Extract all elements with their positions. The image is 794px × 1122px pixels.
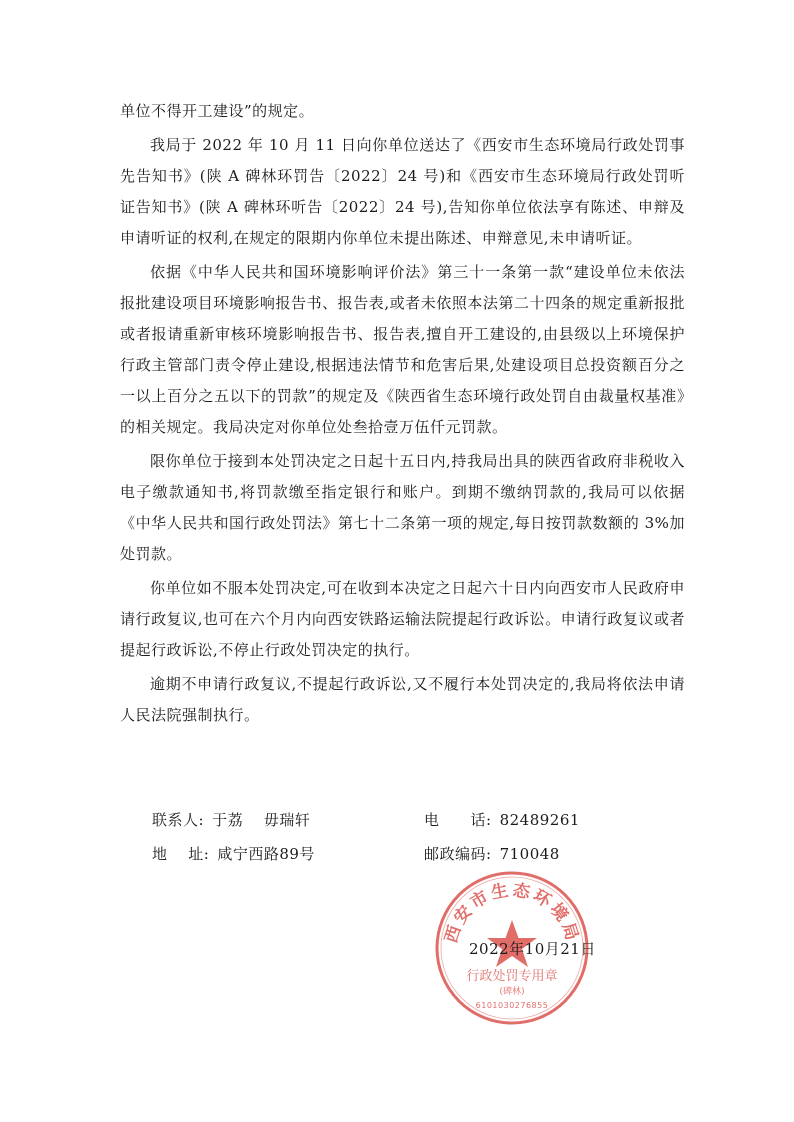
contact-row-address-postcode [152,837,612,871]
seal-middle-text: 行政处罚专用章 [466,969,558,984]
seal-code-text: 6101030276855 [475,1001,549,1010]
paragraph-enforcement: 逾期不申请行政复议,不提起行政诉讼,又不履行本处罚决定的,我局将依法申请人民法院强制执行。 [120,675,685,724]
contact-info [152,803,612,871]
paragraph-payment-deadline: 限你单位于接到本处罚决定之日起十五日内,持我局出具的陕西省政府非税收入电子缴款通知书,将罚款缴至指定银行和账户。到期不缴纳罚款的,我局可以依据《中华人民共和国行政处罚法》第七十二条第一项的规定,每日按罚款数额的 3%加处罚款。 [120,452,685,563]
paragraph-continuation: 单位不得开工建设”的规定。 [120,102,315,120]
contact-postcode [424,837,560,871]
contact-person-value: 于荔 毋瑞轩 [212,811,311,829]
contact-row-person-phone [152,803,612,837]
paragraph-notice-delivery: 我局于 2022 年 10 月 11 日向你单位送达了《西安市生态环境局行政处罚事先告知书》(陕 A 碑林环罚告〔2022〕24 号)和《西安市生态环境局行政处罚听证告知书》(陕 A 碑林环听告〔2022〕24 号),告知你单位依法享有陈述、申辩及申请听证的权利,在规定的限期内你单位未提出陈述、申辩意见,未申请听证。 [120,136,685,247]
contact-person-label: 联系人: [152,811,205,829]
contact-postcode-label: 邮政编码: [424,845,492,863]
contact-postcode-value: 710048 [499,845,560,863]
contact-address-value: 咸宁西路89号 [217,845,315,863]
contact-person [152,803,310,837]
seal-top-text: 西安市生态环境局 [441,880,583,946]
contact-phone-label: 电 话: [424,811,492,829]
seal-sub-text: (碑林) [499,987,525,997]
contact-address [152,837,315,871]
document-body [120,96,685,731]
paragraph-appeal-rights: 你单位如不服本处罚决定,可在收到本决定之日起六十日内向西安市人民政府申请行政复议,也可在六个月内向西安铁路运输法院提起行政诉讼。申请行政复议或者提起行政诉讼,不停止行政处罚决定的执行。 [120,579,685,659]
contact-address-label: 地 址: [152,845,210,863]
contact-phone [424,803,580,837]
contact-phone-value: 82489261 [499,811,580,829]
document-date: 2022年10月21日 [469,940,596,958]
paragraph-legal-basis: 依据《中华人民共和国环境影响评价法》第三十一条第一款“建设单位未依法报批建设项目环境影响报告书、报告表,或者未依照本法第二十四条的规定重新报批或者报请重新审核环境影响报告书、报告表,擅自开工建设的,由县级以上环境保护行政主管部门责令停止建设,根据违法情节和危害后果,处建设项目总投资额百分之一以上百分之五以下的罚款”的规定及《陕西省生态环境行政处罚自由裁量权基准》的相关规定。我局决定对你单位处叁拾壹万伍仟元罚款。 [120,263,685,436]
